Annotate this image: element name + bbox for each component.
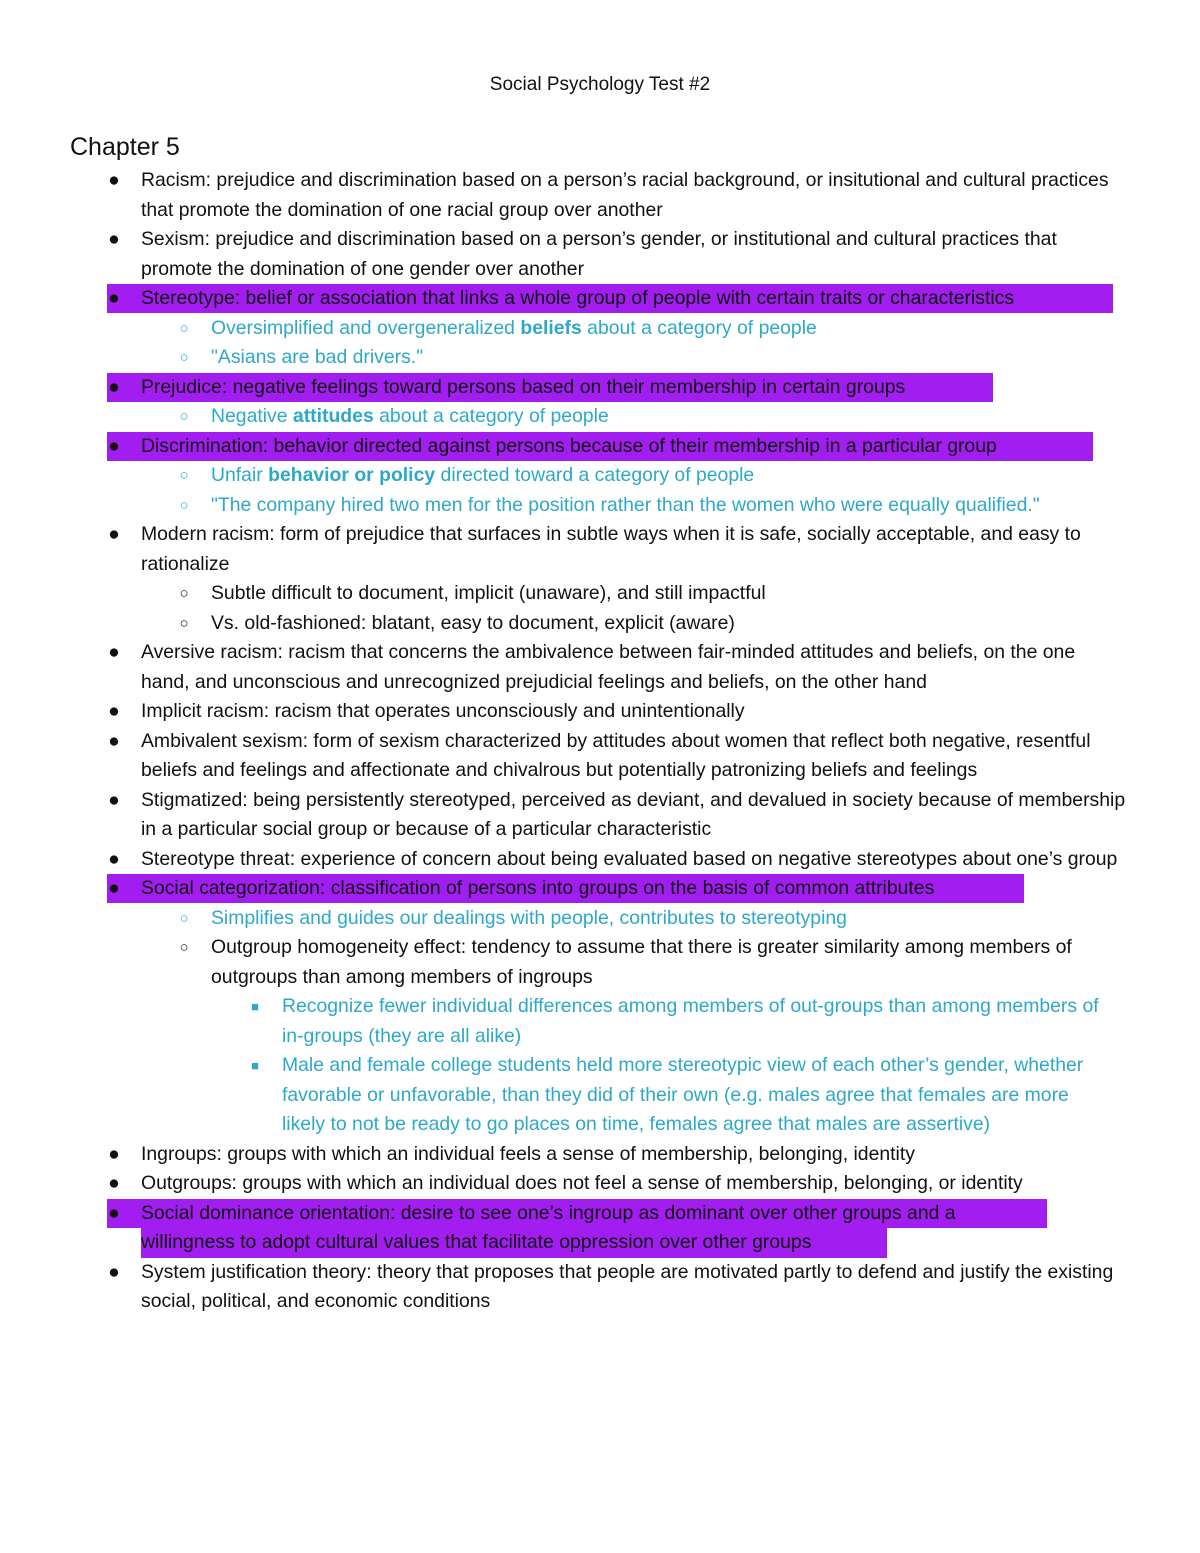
item-text: directed toward a category of people (435, 464, 755, 486)
list-item-discrimination-behavior (179, 461, 1080, 491)
list-item-sexism (108, 225, 1128, 284)
item-text: Outgroup homogeneity effect: tendency to assume that there is greater similarity among members of outgroups than among members of ingroups (211, 936, 1072, 988)
bullet-disc: ● (108, 1172, 120, 1194)
chapter-heading: Chapter 5 (70, 133, 180, 161)
bullet-circle: ○ (179, 349, 189, 366)
bullet-square: ■ (251, 1058, 259, 1073)
list-item-racism (108, 166, 1128, 225)
item-text: Prejudice: negative feelings toward persons based on their membership in certain groups (141, 375, 906, 398)
item-text: Negative (211, 405, 293, 427)
list-item-modern-old-fashioned (179, 609, 1080, 639)
list-item-ambivalent-sexism (108, 727, 1128, 786)
keyword-attitudes: attitudes (292, 405, 374, 427)
list-item-social-dominance (107, 1199, 1128, 1258)
item-text: Social categorization: classification of persons into groups on the basis of common attributes (141, 877, 935, 899)
bullet-disc: ● (108, 788, 120, 811)
bullet-circle: ○ (179, 496, 189, 514)
bullet-circle: ○ (179, 614, 189, 632)
bullet-disc: ● (108, 877, 120, 899)
list-item-modern-subtle (179, 579, 1080, 609)
bullet-circle: ○ (179, 408, 189, 425)
bullet-disc: ● (108, 729, 120, 752)
bullet-circle: ○ (179, 319, 189, 337)
list-item-social-categorization (107, 874, 1128, 904)
bullet-square: ■ (251, 999, 259, 1014)
bullet-disc: ● (108, 1142, 120, 1165)
bullet-disc: ● (108, 1201, 120, 1224)
bullet-disc: ● (108, 700, 120, 722)
list-item-outgroup-differences (251, 992, 1115, 1051)
list-item-prejudice (107, 373, 1128, 403)
bullet-disc: ● (108, 847, 120, 870)
bullet-disc: ● (108, 523, 120, 545)
keyword-behavior-or-policy: behavior or policy (268, 464, 436, 486)
item-text: Ambivalent sexism: form of sexism characterized by attitudes about women that reflect both negative, resentful beliefs and feelings and affectionate and chivalrous but potentially patronizing beliefs and feelings (141, 729, 1091, 781)
item-text: Aversive racism: racism that concerns the ambivalence between fair-minded attitudes and beliefs, on the one hand, and unconscious and unrecognized prejudicial feelings and beliefs, on the other hand (141, 641, 1076, 693)
item-text: Implicit racism: racism that operates unconsciously and unintentionally (141, 700, 745, 722)
list-item-stereotype-beliefs (179, 314, 1080, 344)
item-text: Outgroups: groups with which an individual does not feel a sense of membership, belonging, or identity (141, 1172, 1023, 1194)
list-item-implicit-racism (108, 697, 1128, 727)
list-item-stereotype-threat (108, 845, 1128, 875)
item-text: "The company hired two men for the position rather than the women who were equally qualified." (211, 493, 1040, 516)
list-item-outgroup-students (251, 1051, 1115, 1140)
item-text: Stereotype: belief or association that links a whole group of people with certain traits or characteristics (141, 287, 1015, 309)
item-text: Sexism: prejudice and discrimination based on a person’s gender, or institutional and cultural practices that promote the domination of one gender over another (141, 228, 1057, 280)
bullet-disc: ● (108, 434, 120, 457)
item-text: willingness to adopt cultural values that facilitate oppression over other groups (141, 1231, 812, 1253)
bullet-disc: ● (108, 641, 120, 663)
item-text: Subtle difficult to document, implicit (unaware), and still impactful (211, 582, 766, 604)
list-item-aversive-racism (108, 638, 1128, 697)
bullet-disc: ● (108, 287, 120, 309)
list-item-stereotype (107, 284, 1128, 314)
list-item-stigmatized (108, 786, 1128, 845)
item-text: about a category of people (581, 316, 817, 339)
item-text: Oversimplified and overgeneralized (211, 316, 521, 339)
bullet-disc: ● (108, 228, 120, 250)
keyword-beliefs: beliefs (520, 316, 582, 339)
item-text: about a category of people (373, 405, 609, 427)
list-item-modern-racism (108, 520, 1128, 579)
item-text: Stereotype threat: experience of concern about being evaluated based on negative stereotypes about one’s group (141, 847, 1118, 870)
item-text: Modern racism: form of prejudice that surfaces in subtle ways when it is safe, socially acceptable, and easy to rationalize (141, 523, 1081, 575)
item-text: Stigmatized: being persistently stereotyped, perceived as deviant, and devalued in society because of membership in a particular social group or because of a particular characteristic (141, 788, 1126, 840)
item-text: Recognize fewer individual differences among members of out-groups than among members of in-groups (they are all alike) (282, 995, 1099, 1047)
bullet-disc: ● (108, 169, 120, 191)
list-item-discrimination (107, 432, 1128, 462)
item-text: Discrimination: behavior directed against persons because of their membership in a particular group (141, 434, 997, 457)
bullet-circle: ○ (179, 909, 189, 927)
bullet-disc: ● (108, 375, 120, 398)
list-item-discrimination-example (179, 491, 1080, 521)
list-item-social-cat-simplifies (179, 904, 1080, 934)
list-item-outgroup-homogeneity (179, 933, 1080, 992)
item-text: Social dominance orientation: desire to see one’s ingroup as dominant over other groups and a (141, 1201, 956, 1224)
item-text: Racism: prejudice and discrimination based on a person’s racial background, or insitutional and cultural practices that promote the domination of one racial group over another (141, 169, 1109, 221)
list-item-outgroups (108, 1169, 1140, 1199)
bullet-disc: ● (108, 1260, 120, 1283)
list-item-system-justification (108, 1258, 1128, 1317)
bullet-circle: ○ (179, 939, 189, 956)
list-item-ingroups (108, 1140, 1128, 1170)
bullet-circle: ○ (179, 585, 189, 602)
list-item-prejudice-attitudes (179, 402, 1080, 432)
item-text: Unfair (211, 464, 269, 486)
item-text: System justification theory: theory that proposes that people are motivated partly to defend and justify the existing social, political, and economic conditions (141, 1260, 1114, 1312)
item-text: Male and female college students held more stereotypic view of each other’s gender, whether favorable or unfavorable, than they did of their own (e.g. males agree that females are more likely to not be ready to go places on time, females agree that males are assertive) (282, 1054, 1084, 1135)
list-item-stereotype-example (179, 343, 1080, 373)
bullet-circle: ○ (179, 467, 189, 484)
page-title: Social Psychology Test #2 (489, 74, 711, 95)
item-text: "Asians are bad drivers." (211, 346, 424, 368)
item-text: Simplifies and guides our dealings with people, contributes to stereotyping (211, 906, 847, 929)
notes-list (0, 166, 1200, 1317)
item-text: Ingroups: groups with which an individual feels a sense of membership, belonging, identity (141, 1142, 915, 1165)
item-text: Vs. old-fashioned: blatant, easy to document, explicit (aware) (211, 611, 735, 634)
